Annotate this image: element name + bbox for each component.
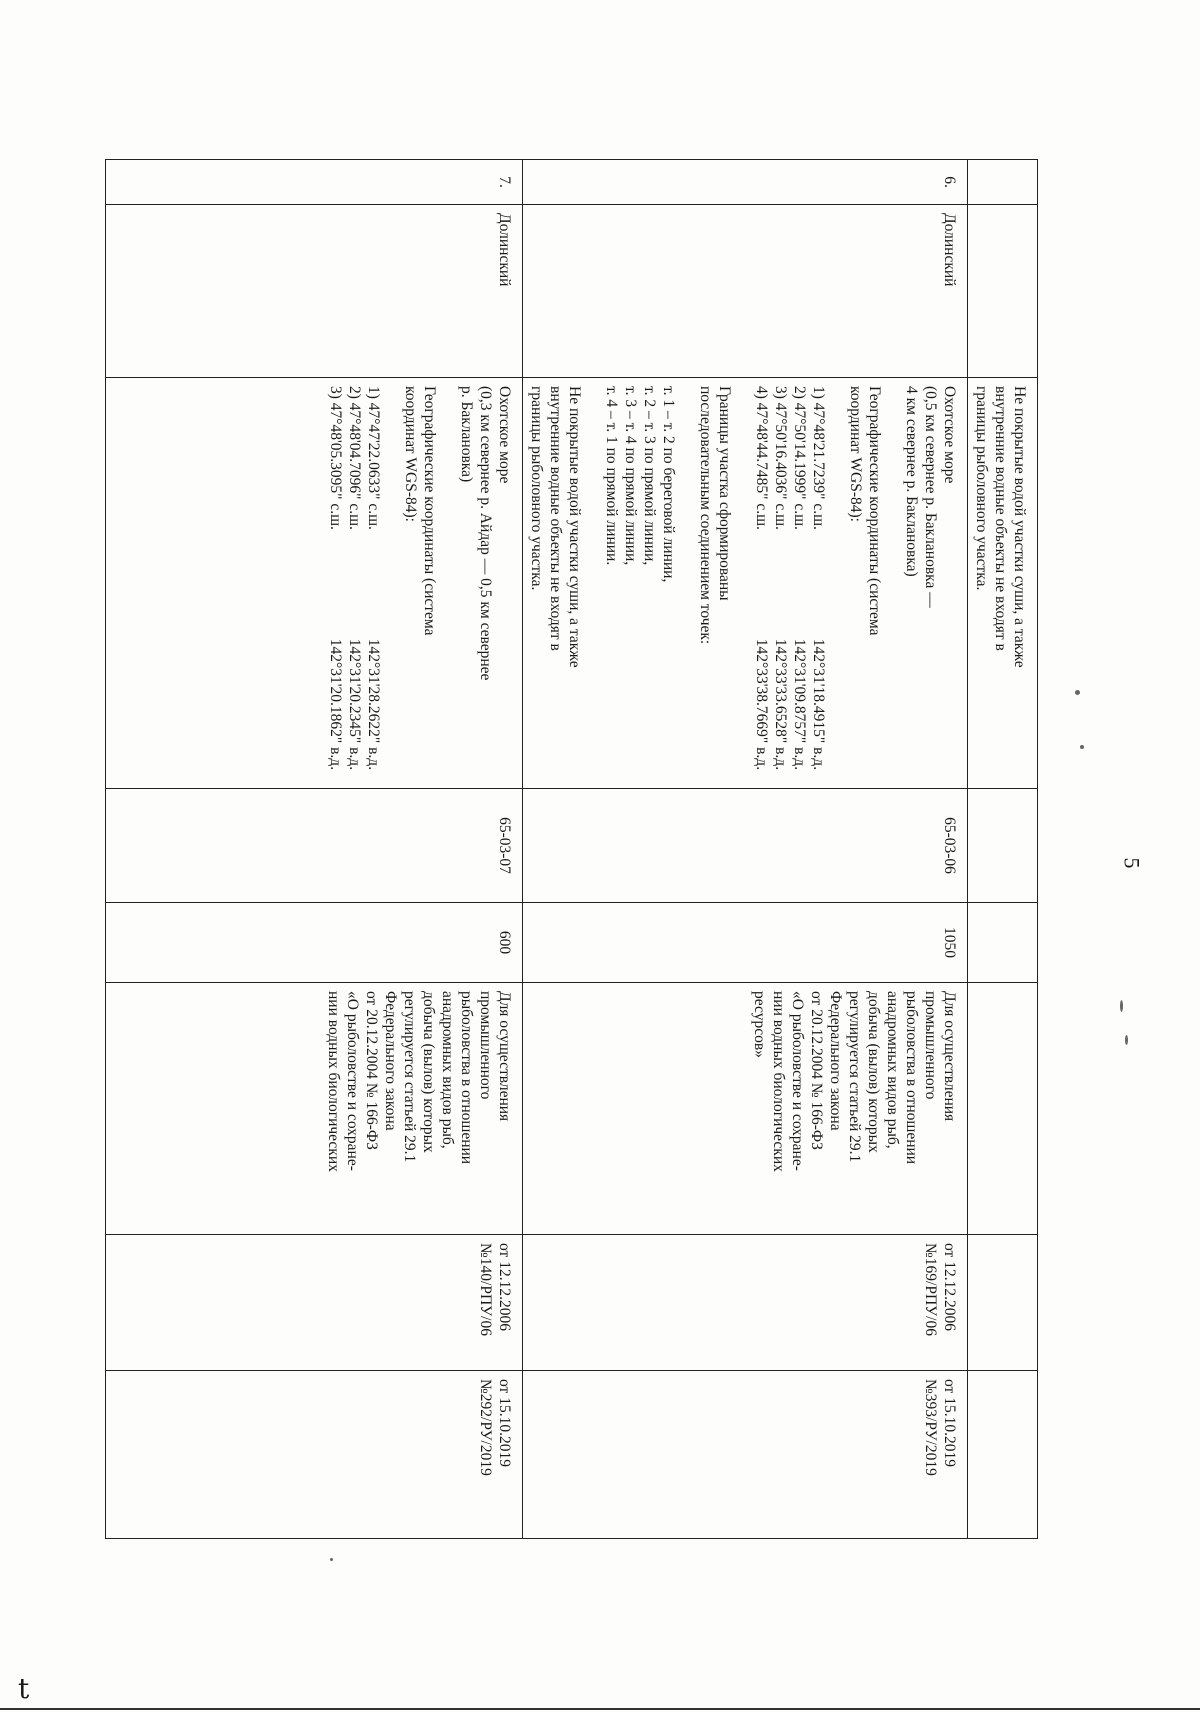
decision-line: №169/РПУ/06: [922, 1243, 939, 1336]
latitude: 47°48'05.3095" с.ш.: [327, 402, 344, 530]
purpose-line: промышленного: [477, 991, 494, 1100]
coordinate-row: [809, 386, 828, 780]
coordinate-index: 1): [810, 386, 827, 399]
purpose-line: анадромных видов рыб,: [884, 991, 901, 1149]
latitude: 47°48'21.7239" с.ш.: [810, 402, 827, 530]
rotated-table-container: [114, 159, 1038, 1538]
latitude: 47°48'04.7096" с.ш.: [346, 402, 363, 530]
decision-line: от 12.12.2006: [496, 1243, 513, 1331]
decision-line: от 12.12.2006: [941, 1243, 958, 1331]
coordinate-row: [752, 386, 771, 780]
purpose-line: промышленного: [922, 991, 939, 1100]
purpose-line: от 20.12.2004 № 166-ФЗ: [808, 991, 825, 1150]
description-paragraph: [401, 386, 439, 780]
table-row: [968, 160, 1038, 1539]
purpose-line: регулируется статьей 29.1: [401, 991, 418, 1163]
district-cell: [968, 205, 1038, 378]
decision-cell: [968, 1235, 1038, 1371]
coordinate-row: [345, 386, 364, 780]
table-row: [523, 160, 968, 1539]
area-size-cell: 1050: [523, 903, 968, 983]
latitude: 47°48'44.7485" с.ш.: [753, 402, 770, 530]
description-line: координат WGS-84):: [402, 386, 419, 522]
district-cell: Долинский: [523, 205, 968, 378]
scan-speck: [330, 1558, 333, 1561]
contract-cell: [106, 1371, 523, 1539]
purpose-line: «О рыболовстве и сохране-: [344, 991, 361, 1171]
fishing-areas-table: [105, 159, 1038, 1539]
boundary-line: т. 4 – т. 1 по прямой линии.: [603, 386, 620, 566]
description-line: (0,3 км севернее р. Айдар — 0,5 км севернее: [477, 386, 494, 681]
coordinate-row: [790, 386, 809, 780]
purpose-line: нии водных биологических: [770, 991, 787, 1172]
row-number-cell: 6.: [523, 160, 968, 205]
description-paragraph: [846, 386, 884, 780]
latitude: 47°50'16.4036" с.ш.: [772, 402, 789, 530]
coordinate-index: 4): [753, 386, 770, 399]
decision-line: №140/РПУ/06: [477, 1243, 494, 1336]
longitude: 142°31'20.2345" в.д.: [346, 638, 363, 771]
purpose-line: Для осуществления: [941, 991, 958, 1122]
coordinate-index: 2): [346, 386, 363, 399]
boundary-line: Не покрытые водой участки суши, а также: [566, 386, 583, 668]
boundary-line: последовательным соединением точек:: [697, 386, 714, 645]
boundary-paragraph: [696, 386, 734, 780]
area-size-cell: [968, 903, 1038, 983]
table-row: [106, 160, 523, 1539]
purpose-line: от 20.12.2004 № 166-ФЗ: [363, 991, 380, 1150]
description-line: (0,5 км севернее р. Баклановка —: [922, 386, 939, 608]
purpose-line: рыболовства в отношении: [458, 991, 475, 1165]
boundary-line: т. 2 – т. 3 по прямой линии,: [641, 386, 658, 566]
area-size-cell: 600: [106, 903, 523, 983]
coordinate-index: 3): [327, 386, 344, 399]
row-number-cell: [968, 160, 1038, 205]
purpose-line: нии водных биологических: [325, 991, 342, 1172]
purpose-line: Федерального закона: [382, 991, 399, 1131]
boundary-paragraph: [527, 386, 584, 780]
purpose-line: «О рыболовстве и сохране-: [789, 991, 806, 1171]
purpose-cell: [523, 983, 968, 1235]
description-line: координат WGS-84):: [847, 386, 864, 522]
longitude: 142°31'09.8757" в.д.: [791, 638, 808, 771]
coordinates-list: [326, 386, 383, 780]
table-body: [106, 160, 1038, 1539]
area-code-cell: 65-03-06: [523, 789, 968, 903]
contract-line: от 15.10.2019: [496, 1379, 513, 1467]
boundary-line: внутренние водные объекты не входят в: [547, 386, 564, 651]
description-line: Охотское море: [496, 386, 513, 484]
description-line: Географические координаты (система: [421, 386, 438, 636]
contract-line: от 15.10.2019: [941, 1379, 958, 1467]
longitude: 142°31'18.4915" в.д.: [810, 638, 827, 771]
coordinate-row: [771, 386, 790, 780]
boundary-line: т. 1 – т. 2 по береговой линии,: [660, 386, 677, 583]
coordinate-index: 2): [791, 386, 808, 399]
coordinates-list: [752, 386, 828, 780]
description-line: Географические координаты (система: [866, 386, 883, 636]
description-line: внутренние водные объекты не входят в: [992, 386, 1009, 651]
contract-line: №393/РУ/2019: [922, 1379, 939, 1476]
contract-cell: [523, 1371, 968, 1539]
description-cell: [968, 378, 1038, 789]
purpose-line: ресурсов»: [751, 991, 768, 1058]
description-line: 4 км севернее р. Баклановка): [903, 386, 920, 577]
district-cell: Долинский: [106, 205, 523, 378]
latitude: 47°47'22.0633" с.ш.: [365, 402, 382, 530]
page-number: 5: [1119, 857, 1145, 869]
area-code-cell: 65-03-07: [106, 789, 523, 903]
decision-cell: [106, 1235, 523, 1371]
purpose-cell: [106, 983, 523, 1235]
row-number-cell: 7.: [106, 160, 523, 205]
handwritten-mark: t: [18, 1672, 30, 1705]
longitude: 142°33'33.6528" в.д.: [772, 638, 789, 771]
boundary-paragraph: [602, 386, 678, 780]
coordinate-row: [364, 386, 383, 780]
scan-speck: [1080, 745, 1084, 749]
purpose-line: рыболовства в отношении: [903, 991, 920, 1165]
coordinate-index: 1): [365, 386, 382, 399]
description-line: Не покрытые водой участки суши, а также: [1011, 386, 1028, 668]
boundary-line: т. 3 – т. 4 по прямой линии,: [622, 386, 639, 566]
description-paragraph: [457, 386, 514, 780]
purpose-line: Федерального закона: [827, 991, 844, 1131]
purpose-line: анадромных видов рыб,: [439, 991, 456, 1149]
description-cell: [523, 378, 968, 789]
description-paragraph: [902, 386, 959, 780]
description-cell: [106, 378, 523, 789]
contract-cell: [968, 1371, 1038, 1539]
boundary-line: границы рыболовного участка.: [528, 386, 545, 591]
coordinate-row: [326, 386, 345, 780]
latitude: 47°50'14.1999" с.ш.: [791, 402, 808, 530]
scan-speck: [1125, 1035, 1128, 1045]
purpose-line: Для осуществления: [496, 991, 513, 1122]
contract-line: №292/РУ/2019: [477, 1379, 494, 1476]
purpose-line: регулируется статьей 29.1: [846, 991, 863, 1163]
scan-speck: [1075, 690, 1080, 695]
longitude: 142°31'20.1862" в.д.: [327, 638, 344, 771]
description-line: р. Баклановка): [458, 386, 475, 483]
scan-edge-line: [0, 1708, 1200, 1710]
longitude: 142°33'38.7669" в.д.: [753, 638, 770, 771]
decision-cell: [523, 1235, 968, 1371]
area-code-cell: [968, 789, 1038, 903]
purpose-line: добыча (вылов) которых: [420, 991, 437, 1153]
description-line: границы рыболовного участка.: [973, 386, 990, 591]
purpose-line: добыча (вылов) которых: [865, 991, 882, 1153]
description-paragraph: [972, 386, 1029, 780]
description-line: Охотское море: [941, 386, 958, 484]
longitude: 142°31'28.2622" в.д.: [365, 638, 382, 771]
boundary-line: Границы участка сформированы: [716, 386, 733, 601]
purpose-cell: [968, 983, 1038, 1235]
scan-speck: [1120, 1000, 1123, 1012]
coordinate-index: 3): [772, 386, 789, 399]
